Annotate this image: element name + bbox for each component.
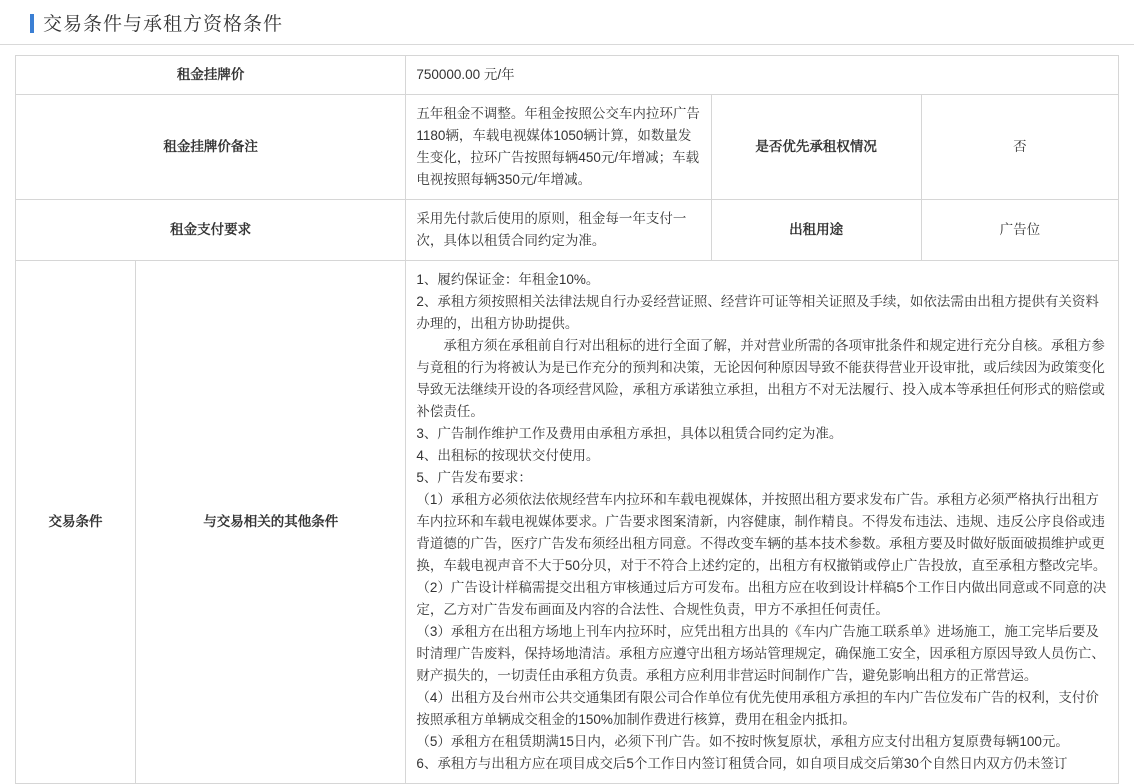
other-terms-paragraph: 1、履约保证金：年租金10%。 [416, 272, 600, 287]
other-terms-paragraph: 承租方须在承租前自行对出租标的进行全面了解，并对营业所需的各项审批条件和规定进行充分自核。承租方参与竟租的行为将被认为是已作充分的预判和决策，无论因何种原因导致不能获得营业开设审批，或后续因为政策变化导致无法继续开设的各项经营风险，承租方承诺独立承担，出租方不对无法履行、投入成本等承担任何形式的赔偿或补偿责任。 [416, 338, 1105, 419]
other-terms-paragraph: 5、广告发布要求： [416, 470, 532, 485]
other-terms-paragraph: （3）承租方在出租方场地上刊车内拉环时，应凭出租方出具的《车内广告施工联系单》进场施工，施工完毕后要及时清理广告废料，保持场地清洁。承租方应遵守出租方场站管理规定，确保施工安全，因承租方原因导致人员伤亡、财产损失的，一切责任由承租方负责。承租方应利用非营运时间制作广告，避免影响出租方的正常营运。 [416, 624, 1105, 683]
priority-lease-label: 是否优先承租权情况 [711, 95, 921, 200]
other-terms-paragraph: （1）承租方必须依法依规经营车内拉环和车载电视媒体，并按照出租方要求发布广告。承租方必须严格执行出租方车内拉环和车载电视媒体要求。广告要求图案清新，内容健康，制作精良。不得发布违法、违规、违反公序良俗或违背道德的广告，医疗广告发布须经出租方同意。不得改变车辆的基本技术参数。承租方要及时做好版面破损维护或更换，车载电视声音不大于50分贝，对于不符合上述约定的，出租方有权撤销或停止广告投放，直至承租方整改完毕。 [416, 492, 1107, 573]
transaction-conditions-group-label: 交易条件 [16, 261, 136, 784]
payment-requirement-label: 租金支付要求 [16, 200, 406, 261]
other-terms-paragraph: （2）广告设计样稿需提交出租方审核通过后方可发布。出租方应在收到设计样稿5个工作日内做出同意或不同意的决定，乙方对广告发布画面及内容的合法性、合规性负责，甲方不承担任何责任。 [416, 580, 1107, 617]
other-terms-paragraph: （4）出租方及台州市公共交通集团有限公司合作单位有优先使用承租方承担的车内广告位发布广告的权利，支付价按照承租方单辆成交租金的150%加制作费进行核算，费用在租金内抵扣。 [416, 690, 1099, 727]
lease-purpose-label: 出租用途 [711, 200, 921, 261]
other-terms-paragraph: （5）承租方在租赁期满15日内，必须下刊广告。如不按时恢复原状，承租方应支付出租方复原费每辆100元。 [416, 734, 1069, 749]
page-title-text: 交易条件与承租方资格条件 [43, 14, 284, 35]
page-title [0, 0, 1134, 45]
other-terms-paragraph: 6、承租方与出租方应在项目成交后5个工作日内签订租赁合同，如自项目成交后第30个自然日内双方仍未签订 [416, 756, 1068, 771]
payment-requirement-value: 采用先付款后使用的原则，租金每一年支付一次，具体以租赁合同约定为准。 [406, 200, 711, 261]
priority-lease-value: 否 [921, 95, 1118, 200]
detail-table-container [0, 45, 1134, 784]
other-terms-list [416, 269, 1108, 775]
other-terms-paragraph: 3、广告制作维护工作及费用由承租方承担，具体以租赁合同约定为准。 [416, 426, 843, 441]
other-terms-content [406, 261, 1119, 784]
rent-remark-value: 五年租金不调整。年租金按照公交车内拉环广告1180辆，车载电视媒体1050辆计算，如数量发生变化，拉环广告按照每辆450元/年增减；车载电视按照每辆350元/年增减。 [406, 95, 711, 200]
rent-price-label: 租金挂牌价 [16, 56, 406, 95]
other-terms-paragraph: 2、承租方须按照相关法律法规自行办妥经营证照、经营许可证等相关证照及手续，如依法需由出租方提供有关资料办理的，出租方协助提供。 [416, 294, 1099, 331]
rent-price-value: 750000.00 元/年 [406, 56, 1119, 95]
other-terms-label: 与交易相关的其他条件 [136, 261, 406, 784]
other-terms-paragraph: 4、出租标的按现状交付使用。 [416, 448, 600, 463]
table-row [16, 261, 1119, 784]
lease-purpose-value: 广告位 [921, 200, 1118, 261]
table-row [16, 200, 1119, 261]
title-accent-bar [30, 14, 34, 33]
table-row [16, 95, 1119, 200]
rent-remark-label: 租金挂牌价备注 [16, 95, 406, 200]
table-row [16, 56, 1119, 95]
transaction-conditions-table [15, 55, 1119, 784]
